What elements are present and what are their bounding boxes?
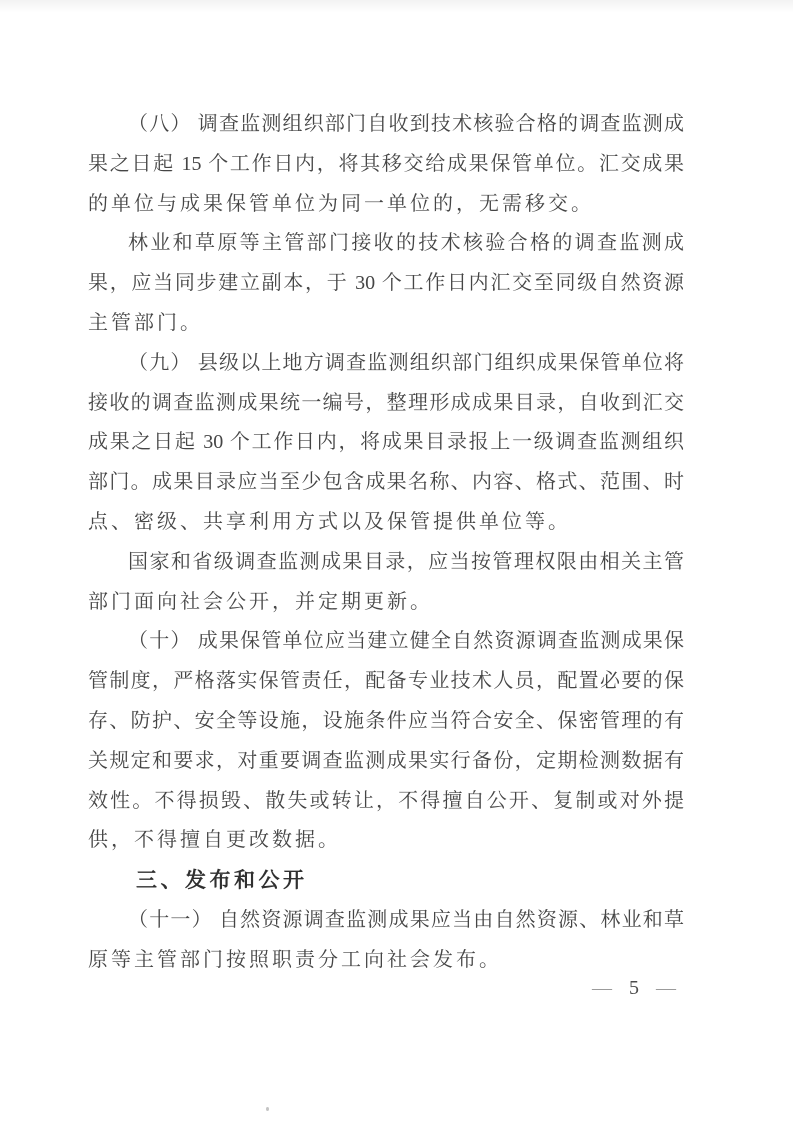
- text-line: （八） 调查监测组织部门自收到技术核验合格的调查监测成: [128, 113, 684, 135]
- text-line: 的单位与成果保管单位为同一单位的，无需移交。: [88, 192, 594, 215]
- text-line: 存、防护、安全等设施，设施条件应当符合安全、保密管理的有: [88, 709, 684, 732]
- page-number: [592, 974, 676, 1002]
- text-line: 原等主管部门按照职责分工向社会发布。: [88, 948, 502, 971]
- text-line: 部门。成果目录应当至少包含成果名称、内容、格式、范围、时: [88, 471, 684, 494]
- text-line: 效性。不得损毁、散失或转让，不得擅自公开、复制或对外提: [88, 789, 684, 812]
- document-body: [88, 105, 684, 981]
- text-line: 管制度，严格落实保管责任，配备专业技术人员，配置必要的保: [88, 670, 684, 693]
- text-line: 供，不得擅自更改数据。: [88, 829, 341, 852]
- text-line: 果之日起 15 个工作日内，将其移交给成果保管单位。汇交成果: [88, 152, 684, 175]
- page-number-dash-right: —: [656, 977, 676, 999]
- section-heading: 三、发布和公开: [136, 869, 308, 893]
- scan-edge-shadow: [0, 0, 793, 13]
- page-number-dash-left: —: [592, 977, 612, 999]
- text-line: （十） 成果保管单位应当建立健全自然资源调查监测成果保: [128, 630, 684, 653]
- scan-speck: [266, 1107, 269, 1111]
- text-line: 果，应当同步建立副本，于 30 个工作日内汇交至同级自然资源: [88, 272, 684, 295]
- text-line: 点、密级、共享利用方式以及保管提供单位等。: [88, 510, 571, 533]
- text-line: 接收的调查监测成果统一编号，整理形成成果目录，自收到汇交: [88, 391, 684, 414]
- text-line: 部门面向社会公开，并定期更新。: [88, 590, 433, 613]
- page-number-value: 5: [629, 977, 639, 999]
- text-line: 国家和省级调查监测成果目录，应当按管理权限由相关主管: [128, 550, 684, 573]
- text-line: （九） 县级以上地方调查监测组织部门组织成果保管单位将: [128, 351, 684, 374]
- text-line: （十一） 自然资源调查监测成果应当由自然资源、林业和草: [128, 908, 684, 931]
- text-line: 关规定和要求，对重要调查监测成果实行备份，定期检测数据有: [88, 749, 684, 772]
- text-line: 成果之日起 30 个工作日内，将成果目录报上一级调查监测组织: [88, 431, 684, 454]
- text-line: 主管部门。: [88, 311, 203, 334]
- text-line: 林业和草原等主管部门接收的技术核验合格的调查监测成: [128, 232, 684, 255]
